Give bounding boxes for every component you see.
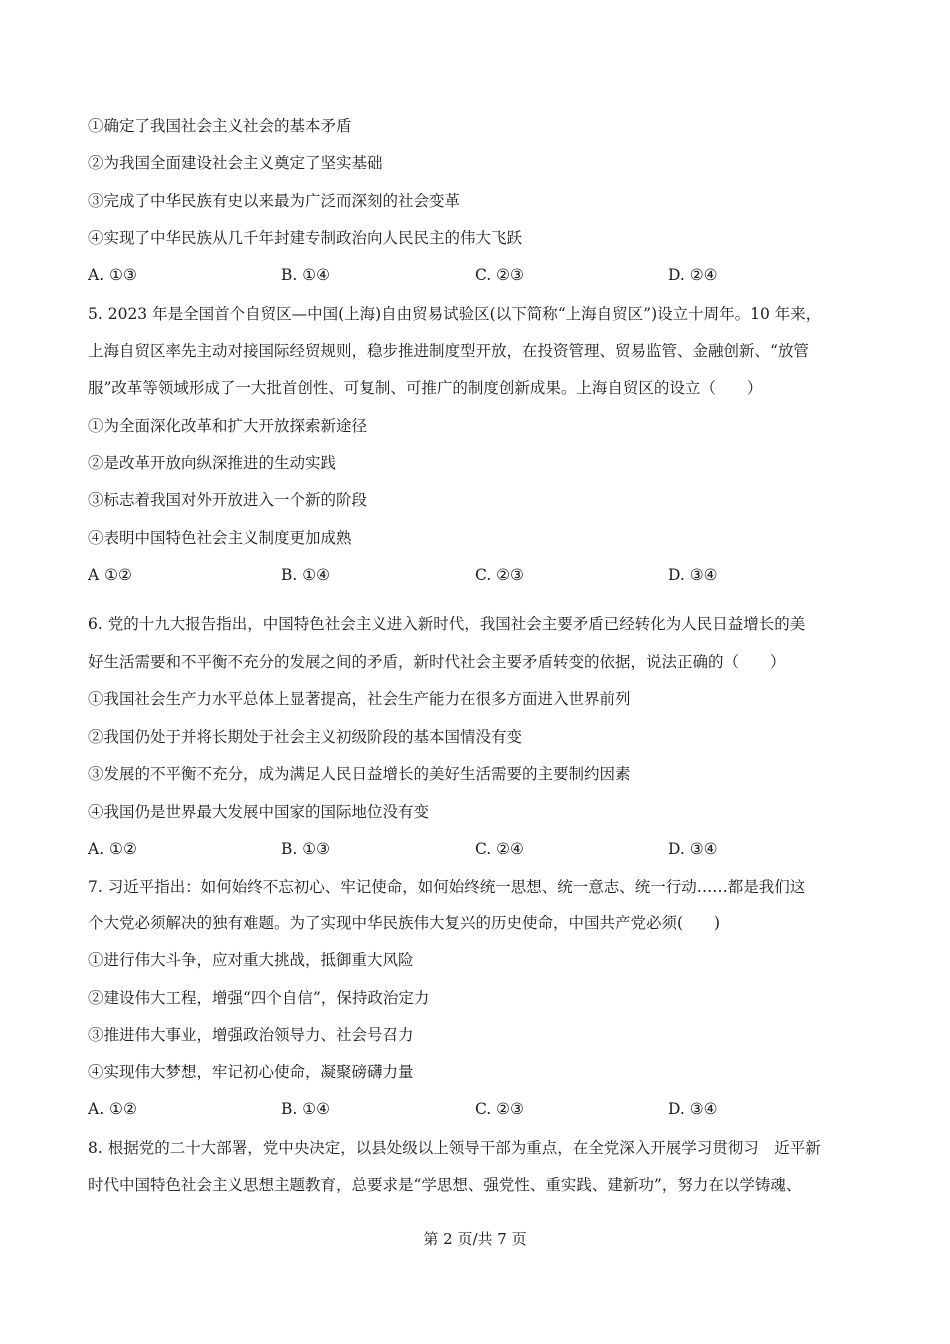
q7-statement-3: ③推进伟大事业，增强政治领导力、社会号召力 <box>88 1026 414 1044</box>
q6-statement-2: ②我国仍处于并将长期处于社会主义初级阶段的基本国情没有变 <box>88 728 523 746</box>
q4-option-a: A. ①③ <box>88 266 137 284</box>
q7-statement-1: ①进行伟大斗争，应对重大挑战，抵御重大风险 <box>88 951 414 969</box>
q6-stem-line-1: 6. 党的十九大报告指出，中国特色社会主义进入新时代，我国社会主要矛盾已经转化为人民日益增长的美 <box>88 615 806 633</box>
q6-statement-1: ①我国社会生产力水平总体上显著提高，社会生产能力在很多方面进入世界前列 <box>88 690 631 708</box>
q5-option-c: C. ②③ <box>475 566 524 584</box>
q5-statement-4: ④表明中国特色社会主义制度更加成熟 <box>88 529 352 547</box>
q4-statement-3: ③完成了中华民族有史以来最为广泛而深刻的社会变革 <box>88 192 461 210</box>
q4-option-c: C. ②③ <box>475 266 524 284</box>
q5-stem-line-3: 服”改革等领域形成了一大批首创性、可复制、可推广的制度创新成果。上海自贸区的设立（ ） <box>88 379 763 397</box>
q5-stem-line-2: 上海自贸区率先主动对接国际经贸规则，稳步推进制度型开放，在投资管理、贸易监管、金融创新、“放管 <box>88 342 809 360</box>
q7-stem-line-2: 个大党必须解决的独有难题。为了实现中华民族伟大复兴的历史使命，中国共产党必须( ) <box>88 914 721 932</box>
q5-statement-3: ③标志着我国对外开放进入一个新的阶段 <box>88 491 368 509</box>
q7-stem-line-1: 7. 习近平指出：如何始终不忘初心、牢记使命，如何始终统一思想、统一意志、统一行动……都是我们这 <box>88 878 806 896</box>
q5-option-a: A ①② <box>88 566 132 584</box>
q4-options <box>88 266 788 286</box>
q7-options <box>88 1100 788 1120</box>
q6-stem-line-2: 好生活需要和不平衡不充分的发展之间的矛盾，新时代社会主要矛盾转变的依据，说法正确的（ ） <box>88 653 786 671</box>
q6-statement-4: ④我国仍是世界最大发展中国家的国际地位没有变 <box>88 803 430 821</box>
q8-stem-line-1: 8. 根据党的二十大部署，党中央决定，以县处级以上领导干部为重点，在全党深入开展学习贯彻习 近平新 <box>88 1139 821 1157</box>
q5-option-d: D. ③④ <box>668 566 718 584</box>
q6-option-c: C. ②④ <box>475 840 524 858</box>
q6-options <box>88 840 788 860</box>
q5-stem-line-1: 5. 2023 年是全国首个自贸区—中国(上海)自由贸易试验区(以下简称“上海自贸区”)设立十周年。10 年来， <box>88 305 822 323</box>
q8-stem-line-2: 时代中国特色社会主义思想主题教育，总要求是“学思想、强党性、重实践、建新功”，努力在以学铸魂、 <box>88 1176 802 1194</box>
q7-option-c: C. ②③ <box>475 1100 524 1118</box>
q6-option-b: B. ①③ <box>281 840 331 858</box>
q6-option-a: A. ①② <box>88 840 137 858</box>
q7-statement-2: ②建设伟大工程，增强“四个自信”，保持政治定力 <box>88 989 430 1007</box>
q7-option-a: A. ①② <box>88 1100 137 1118</box>
q6-option-d: D. ③④ <box>668 840 718 858</box>
q5-options <box>88 566 788 586</box>
q5-statement-1: ①为全面深化改革和扩大开放探索新途径 <box>88 417 368 435</box>
q4-option-b: B. ①④ <box>281 266 331 284</box>
q7-option-b: B. ①④ <box>281 1100 331 1118</box>
q4-option-d: D. ②④ <box>668 266 718 284</box>
q7-statement-4: ④实现伟大梦想，牢记初心使命，凝聚磅礴力量 <box>88 1063 414 1081</box>
page-number: 第 2 页/共 7 页 <box>423 1230 527 1248</box>
q6-statement-3: ③发展的不平衡不充分，成为满足人民日益增长的美好生活需要的主要制约因素 <box>88 765 631 783</box>
q7-option-d: D. ③④ <box>668 1100 718 1118</box>
q4-statement-4: ④实现了中华民族从几千年封建专制政治向人民民主的伟大飞跃 <box>88 229 523 247</box>
q4-statement-2: ②为我国全面建设社会主义奠定了坚实基础 <box>88 154 383 172</box>
q5-statement-2: ②是改革开放向纵深推进的生动实践 <box>88 454 337 472</box>
q5-option-b: B. ①④ <box>281 566 331 584</box>
q4-statement-1: ①确定了我国社会主义社会的基本矛盾 <box>88 117 352 135</box>
